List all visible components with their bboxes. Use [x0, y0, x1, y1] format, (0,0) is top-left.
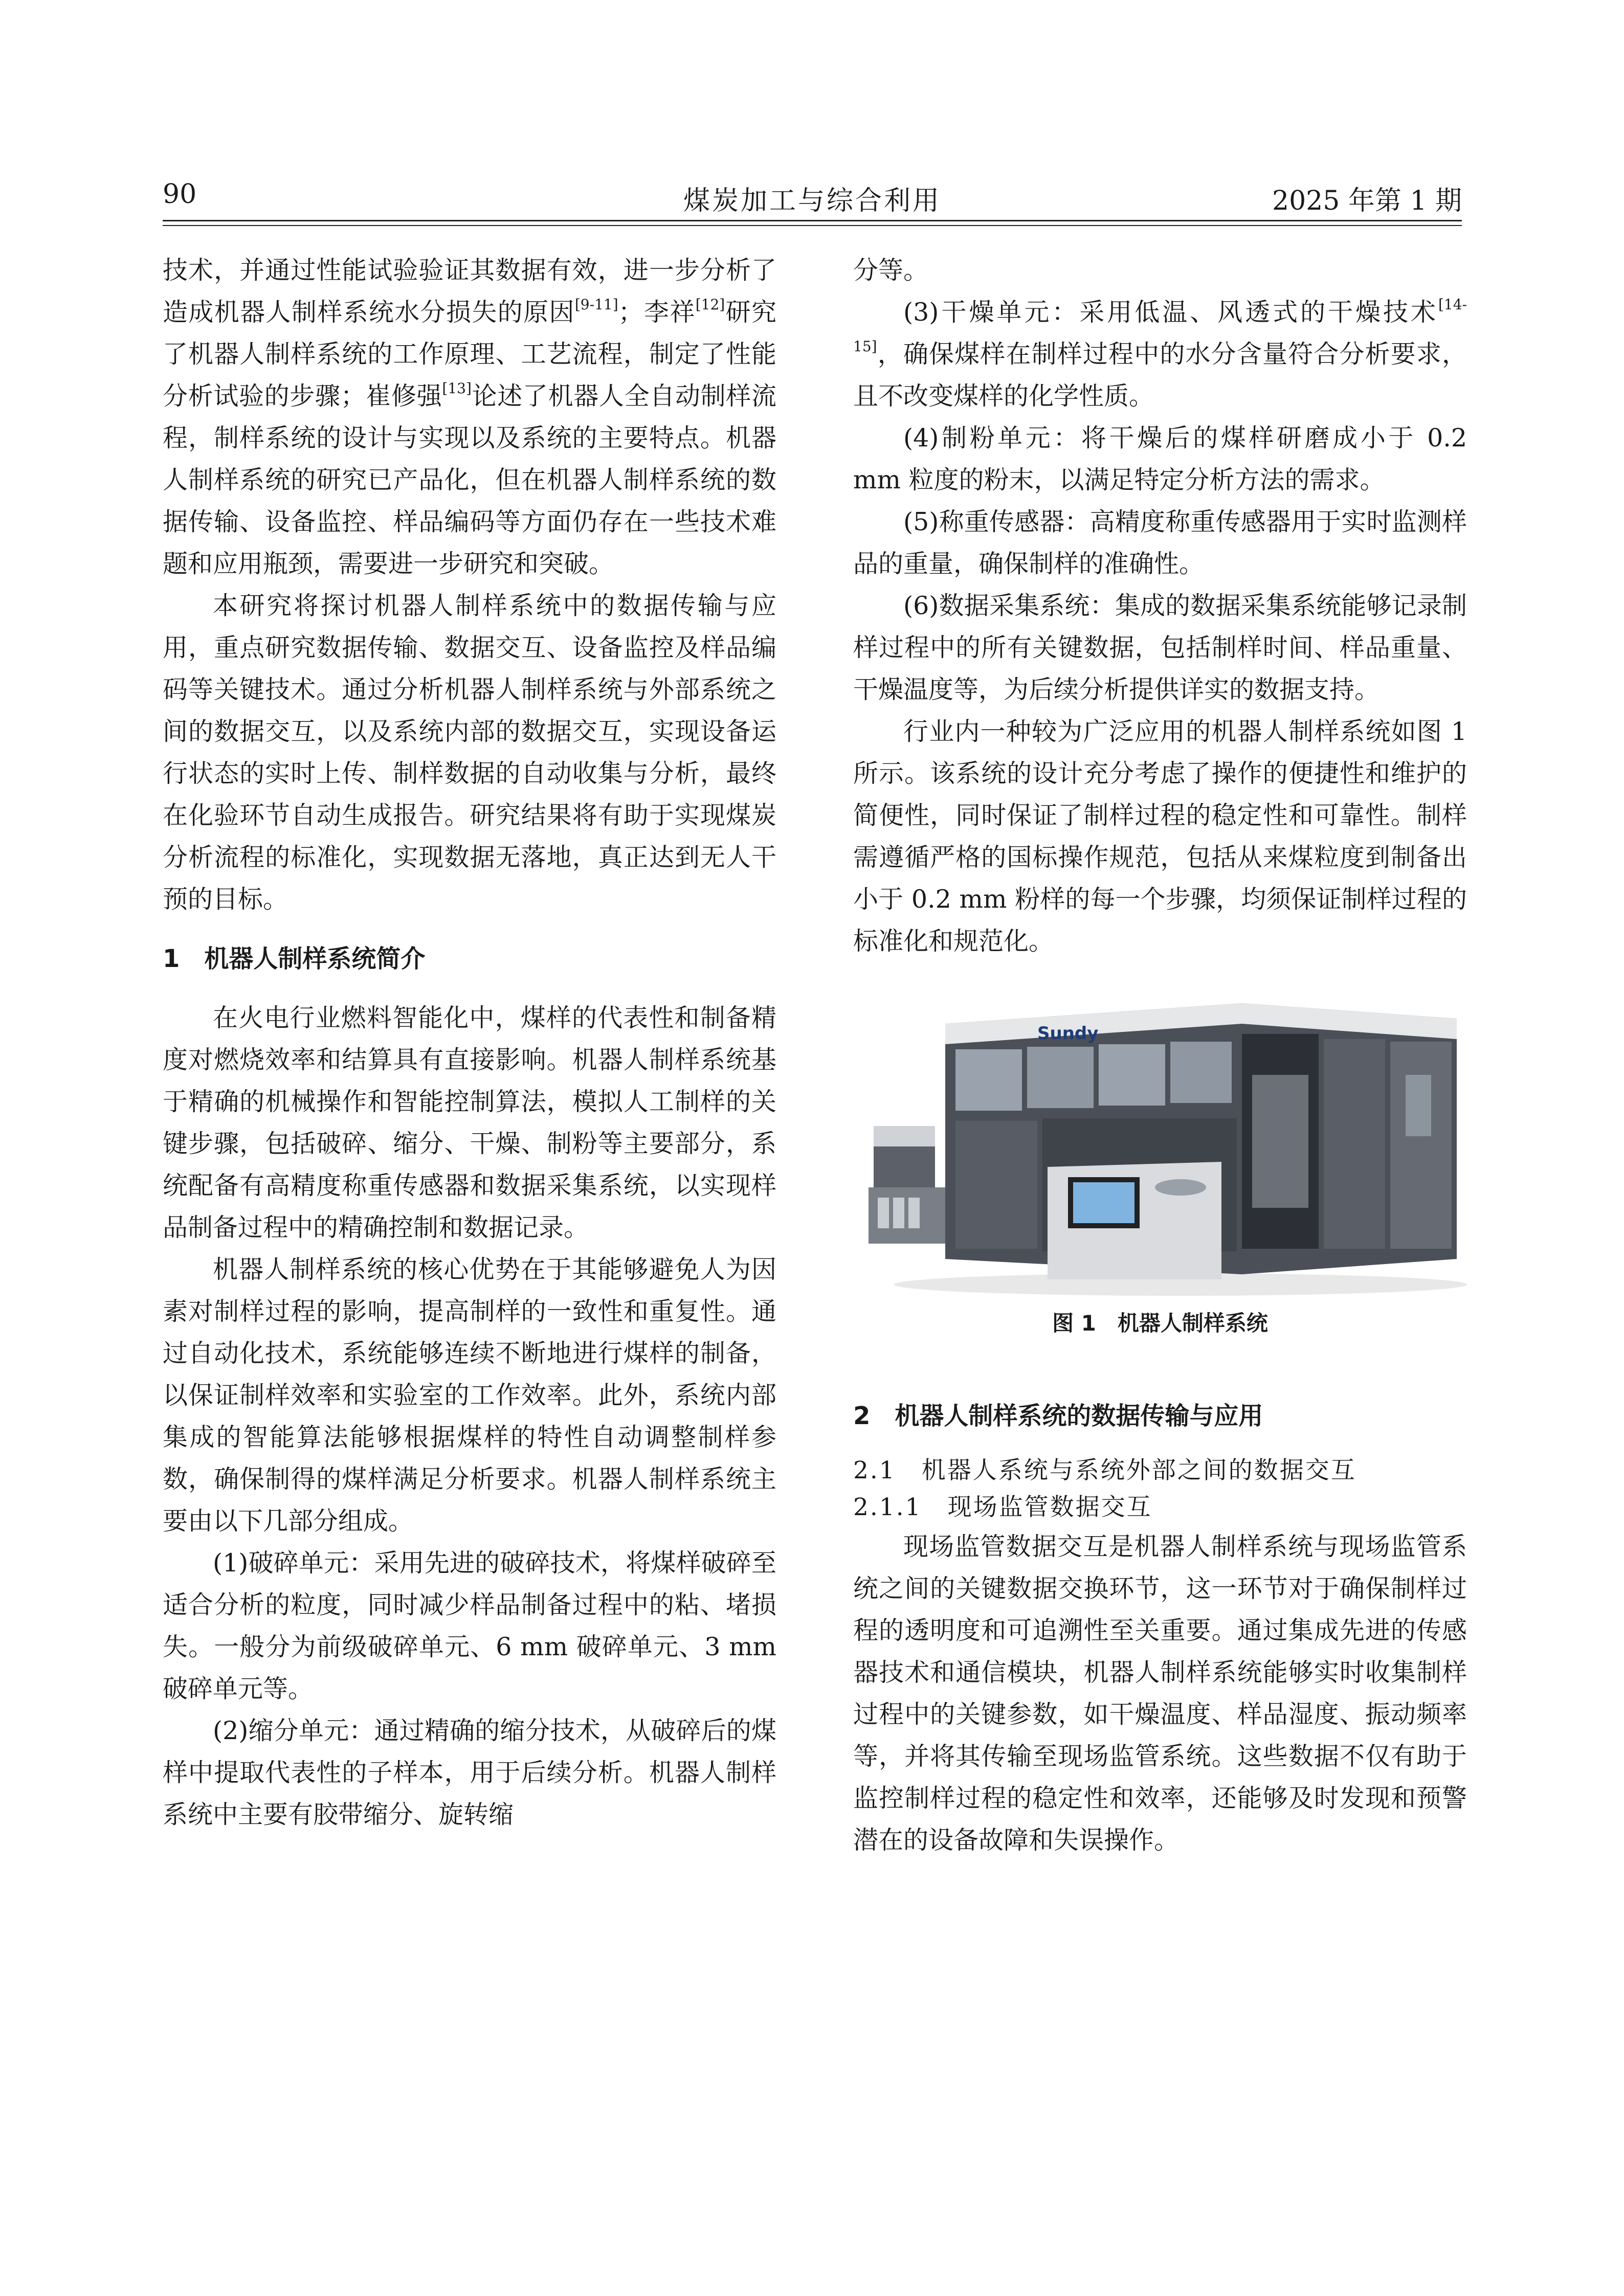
sundy-logo: Sundy [1037, 1023, 1099, 1044]
paragraph: (2)缩分单元：通过精确的缩分技术，从破碎后的煤样中提取代表性的子样本，用于后续分析。机器人制样系统中主要有胶带缩分、旋转缩 [163, 1716, 776, 1829]
header-rule-top [163, 220, 1462, 221]
paragraph: 行业内一种较为广泛应用的机器人制样系统如图 1 所示。该系统的设计充分考虑了操作的便捷性和维护的简便性，同时保证了制样过程的稳定性和可靠性。制样需遵循严格的国标操作规范，包括从来煤粒度到制备出小于 0.2 mm 粉样的每一个步骤，均须保证制样过程的标准化和规范化。 [853, 717, 1467, 956]
paragraph: (1)破碎单元：采用先进的破碎技术，将煤样破碎至适合分析的粒度，同时减少样品制备过程中的粘、堵损失。一般分为前级破碎单元、6 mm 破碎单元、3 mm 破碎单元等。 [163, 1548, 776, 1703]
paragraph: 在火电行业燃料智能化中，煤样的代表性和制备精度对燃烧效率和结算具有直接影响。机器人制样系统基于精确的机械操作和智能控制算法，模拟人工制样的关键步骤，包括破碎、缩分、干燥、制粉等主要部分，系统配备有高精度称重传感器和数据采集系统，以实现样品制备过程中的精确控制和数据记录。 [163, 1003, 776, 1242]
text-run: 论述了机器人全自动制样流程，制样系统的设计与实现以及系统的主要特点。机器人制样系统的研究已产品化，但在机器人制样系统的数据传输、设备监控、样品编码等方面仍存在一些技术难题和应用瓶颈，需要进一步研究和突破。 [163, 381, 776, 578]
paragraph: 本研究将探讨机器人制样系统中的数据传输与应用，重点研究数据传输、数据交互、设备监控及样品编码等关键技术。通过分析机器人制样系统与外部系统之间的数据交互，以及系统内部的数据交互，实现设备运行状态的实时上传、制样数据的自动收集与分析，最终在化验环节自动生成报告。研究结果将有助于实现煤炭分析流程的标准化，实现数据无落地，真正达到无人干预的目标。 [163, 591, 776, 914]
page-number: 90 [163, 179, 197, 210]
paragraph [853, 291, 1467, 417]
paragraph: (6)数据采集系统：集成的数据采集系统能够记录制样过程中的所有关键数据，包括制样时间、样品重量、干燥温度等，为后续分析提供详实的数据支持。 [853, 591, 1467, 704]
robot-sampling-system-figure [853, 973, 1467, 1300]
section-heading-1: 1 机器人制样系统简介 [163, 944, 426, 973]
paragraph: (4)制粉单元：将干燥后的煤样研磨成小于 0.2 mm 粒度的粉末，以满足特定分析方法的需求。 [853, 423, 1467, 494]
paragraph [163, 250, 776, 585]
header-rule-bottom [163, 225, 1462, 226]
text-run: 研究了机器人制样系统的工作原理、工艺流程，制定了性能分析试验的步骤；崔修强 [163, 298, 776, 411]
paragraph: 机器人制样系统的核心优势在于其能够避免人为因素对制样过程的影响，提高制样的一致性和重复性。通过自动化技术，系统能够连续不断地进行煤样的制备，以保证制样效率和实验室的工作效率。此外，系统内部集成的智能算法能够根据煤样的特性自动调整制样参数，确保制得的煤样满足分析要求。机器人制样系统主要由以下几部分组成。 [163, 1255, 776, 1536]
text-run: (3)干燥单元：采用低温、风透式的干燥技术 [903, 298, 1438, 327]
subsection-heading-2-1-1: 2.1.1 现场监管数据交互 [853, 1493, 1152, 1521]
subsection-heading-2-1: 2.1 机器人系统与系统外部之间的数据交互 [853, 1456, 1356, 1484]
paragraph: (5)称重传感器：高精度称重传感器用于实时监测样品的重量，确保制样的准确性。 [853, 507, 1467, 578]
text-run: ；李祥 [618, 298, 696, 327]
feeder-unit [869, 1126, 950, 1244]
page-header [163, 179, 1462, 220]
left-column [163, 250, 776, 1836]
citation: [9-11] [574, 296, 618, 313]
issue-label: 2025 年第 1 期 [1272, 186, 1462, 216]
figure-caption: 图 1 机器人制样系统 [1052, 1311, 1268, 1336]
citation: [14-15] [853, 296, 1467, 355]
control-console [1048, 1162, 1221, 1279]
paragraph: 现场监管数据交互是机器人制样系统与现场监管系统之间的关键数据交换环节，这一环节对于确保制样过程的透明度和可追溯性至关重要。通过集成先进的传感器技术和通信模块，机器人制样系统能够实时收集制样过程中的关键参数，如干燥温度、样品湿度、振动频率等，并将其传输至现场监管系统。这些数据不仅有助于监控制样过程的稳定性和效率，还能够及时发现和预警潜在的设备故障和失误操作。 [853, 1532, 1467, 1855]
right-column [853, 250, 1467, 1861]
section-heading-2: 2 机器人制样系统的数据传输与应用 [853, 1402, 1263, 1430]
text-run: ，确保煤样在制样过程中的水分含量符合分析要求，且不改变煤样的化学性质。 [853, 340, 1467, 411]
text-run: 技术，并通过性能试验验证其数据有效，进一步分析了造成机器人制样系统水分损失的原因 [163, 256, 776, 327]
paragraph: 分等。 [853, 256, 929, 285]
citation: [12] [695, 296, 725, 313]
journal-title: 煤炭加工与综合利用 [683, 186, 941, 216]
citation: [13] [442, 380, 472, 397]
